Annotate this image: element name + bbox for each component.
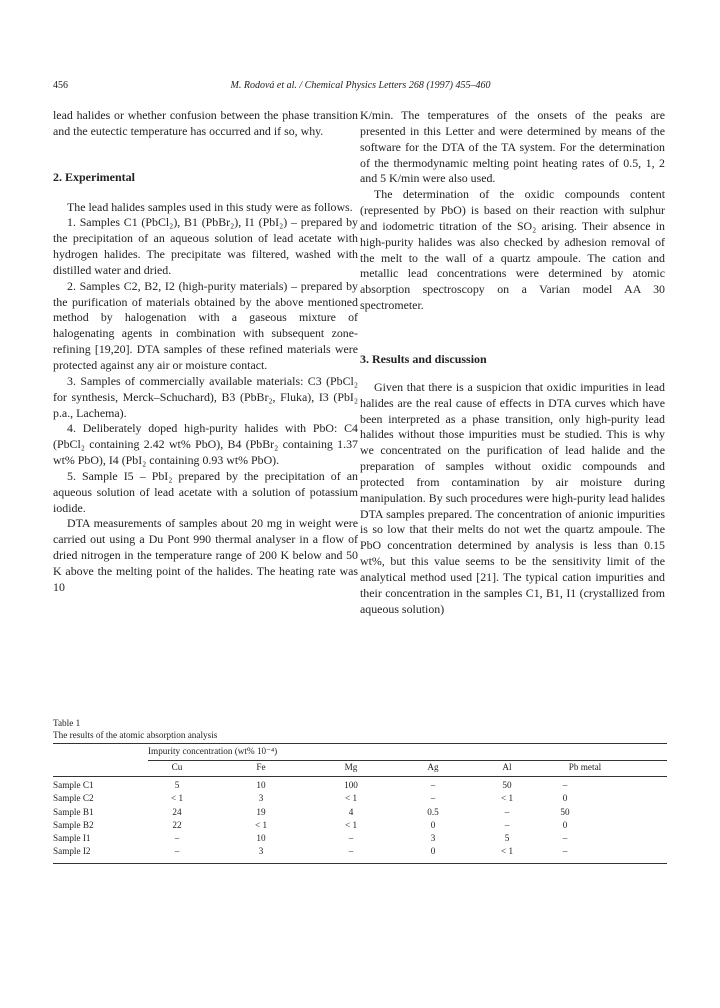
row-label: Sample B2 — [53, 819, 94, 830]
table-row — [53, 833, 667, 846]
table-cell: – — [348, 846, 354, 857]
column-header: Fe — [256, 762, 266, 772]
table-cell: < 1 — [344, 819, 358, 830]
table-cell: 4 — [348, 806, 354, 817]
table-cell: < 1 — [500, 846, 514, 857]
table-cell: 50 — [560, 806, 570, 817]
row-label: Sample B1 — [53, 806, 94, 817]
right-column — [360, 108, 665, 617]
table-row — [53, 846, 667, 859]
table-cell: 3 — [258, 846, 264, 857]
table-caption: The results of the atomic absorption analysis — [53, 730, 218, 740]
row-label: Sample C2 — [53, 793, 94, 804]
table-cell: – — [174, 833, 180, 844]
column-header: Pb metal — [568, 762, 602, 772]
table-cell: 0.5 — [427, 806, 439, 817]
table-cell: 100 — [344, 780, 358, 790]
page-header — [53, 80, 668, 96]
table-cell: < 1 — [500, 793, 514, 804]
paragraph: DTA measurements of samples about 20 mg in weight were carried out using a Du Pont 990 thermal analyser in a flow of dried nitrogen in the temperature range of 200 K below and 50 K above the melting point of the halides. The heating rate was 10 — [53, 516, 358, 594]
table-cell: < 1 — [344, 793, 358, 804]
table-cell: 0 — [430, 846, 436, 857]
table-row — [53, 820, 667, 833]
table-row — [53, 807, 667, 820]
table-cell: 10 — [256, 780, 266, 790]
table-cell: 22 — [172, 819, 182, 830]
column-header: Al — [502, 762, 512, 772]
table-cell: – — [562, 780, 568, 790]
row-label: Sample I2 — [53, 846, 91, 857]
table-cell: 5 — [174, 780, 180, 790]
paragraph: K/min. The temperatures of the onsets of the peaks are presented in this Letter and were determined by means of the software for the DTA of the TA system. For the determination of the thermodynamic melting point heating rates of 0.5, 1, 2 and 5 K/min were also used. — [360, 108, 665, 186]
table-span-header — [53, 744, 667, 760]
paragraph: 3. Samples of commercially available materials: C3 (PbCl₂ for synthesis, Merck–Schuchard), B3 (PbBr₂, Fluka), I3 (PbI₂ p.a., Lachema). — [53, 373, 358, 420]
paragraph: 4. Deliberately doped high-purity halides with PbO: C4 (PbCl₂ containing 2.42 wt% PbO), B4 (PbBr₂ containing 1.37 wt% PbO), I4 (PbI₂ containing 0.93 wt% PbO). — [53, 421, 358, 468]
table-cell: – — [430, 793, 436, 804]
table-cell: – — [562, 833, 568, 844]
table-cell: 3 — [258, 793, 264, 804]
table-bottom-rule — [53, 863, 667, 864]
section-heading-experimental: 2. Experimental — [53, 169, 135, 184]
paragraph: Given that there is a suspicion that oxidic impurities in lead halides are the real cause of effects in DTA curves which have been interpreted as a phase transition, only high-purity lead halides without those impurities must be studied. This is why we concentrated on the purification of lead halide and the preparation of samples without oxidic compounds and protected from contamination by air moisture during manipulation. By such procedures were high-purity lead halides DTA samples prepared. The concentration of anionic impurities is so low that their melts do not wet the quartz ampoule. The PbO concentration determined by analysis is less than 0.15 wt%, but this value seems to be the sensitivity limit of the analytical method used [21]. The typical cation impurities and their concentration in the samples C1, B1, I1 (crystallized from aqueous solution) — [360, 379, 665, 616]
page-number: 456 — [53, 80, 68, 91]
column-header: Cu — [171, 762, 183, 772]
table-cell: – — [430, 780, 436, 790]
table-row — [53, 780, 667, 793]
section-heading-results: 3. Results and discussion — [360, 351, 487, 366]
table-cell: 3 — [430, 833, 436, 844]
table-cell: 50 — [502, 780, 512, 790]
column-header: Ag — [427, 762, 439, 772]
intro-paragraph: lead halides or whether confusion between the phase transition and the eutectic temperature has occurred and if so, why. — [53, 108, 358, 138]
table-label: Table 1 — [53, 718, 81, 728]
results-table — [53, 717, 667, 864]
paragraph: The determination of the oxidic compounds content (represented by PbO) is based on their reaction with sulphur and iodometric titration of the SO₂ arising. Their absence in high-purity halides was also checked by adhesion removal of the melt to the wall of a quartz ampoule. The cation and metallic lead concentrations were determined by atomic absorption spectroscopy on a Varian model AA 30 spectrometer. — [360, 187, 665, 313]
paragraph: 2. Samples C2, B2, I2 (high-purity materials) – prepared by the purification of materials obtained by the above mentioned method by halogenation with a gaseous mixture of halogenating agents in combination with subsequent zone-refining [19,20]. DTA samples of these refined materials were protected against any air or moisture contact. — [53, 278, 358, 372]
table-cell: 0 — [562, 793, 568, 804]
table-row — [53, 793, 667, 806]
paragraph: 5. Sample I5 – PbI₂ prepared by the precipitation of an aqueous solution of lead acetate with a solution of potassium iodide. — [53, 468, 358, 515]
table-cell: – — [504, 819, 510, 830]
column-header: Mg — [344, 762, 358, 772]
left-column — [53, 108, 358, 596]
table-cell: – — [562, 846, 568, 857]
span-header-label: Impurity concentration (wt% 10⁻⁴) — [148, 746, 278, 756]
table-cell: – — [174, 846, 180, 857]
table-cell: < 1 — [254, 819, 268, 830]
table-cell: 0 — [430, 819, 436, 830]
table-cell: 5 — [504, 833, 510, 844]
table-cell: 10 — [256, 833, 266, 844]
paragraph: The lead halides samples used in this study were as follows. — [67, 199, 353, 214]
table-cell: 0 — [562, 819, 568, 830]
table-column-headers — [53, 760, 667, 776]
row-label: Sample I1 — [53, 833, 91, 844]
running-title: M. Rodová et al. / Chemical Physics Letters 268 (1997) 455–460 — [230, 80, 491, 91]
table-cell: 24 — [172, 806, 182, 817]
table-cell: 19 — [256, 806, 266, 817]
table-cell: – — [504, 806, 510, 817]
row-label: Sample C1 — [53, 780, 94, 790]
paragraph: 1. Samples C1 (PbCl₂), B1 (PbBr₂), I1 (PbI₂) – prepared by the precipitation of an aqueous solution of lead acetate with hydrogen halides. The precipitate was filtered, washed with distilled water and dried. — [53, 215, 358, 277]
table-cell: < 1 — [170, 793, 184, 804]
table-cell: – — [348, 833, 354, 844]
